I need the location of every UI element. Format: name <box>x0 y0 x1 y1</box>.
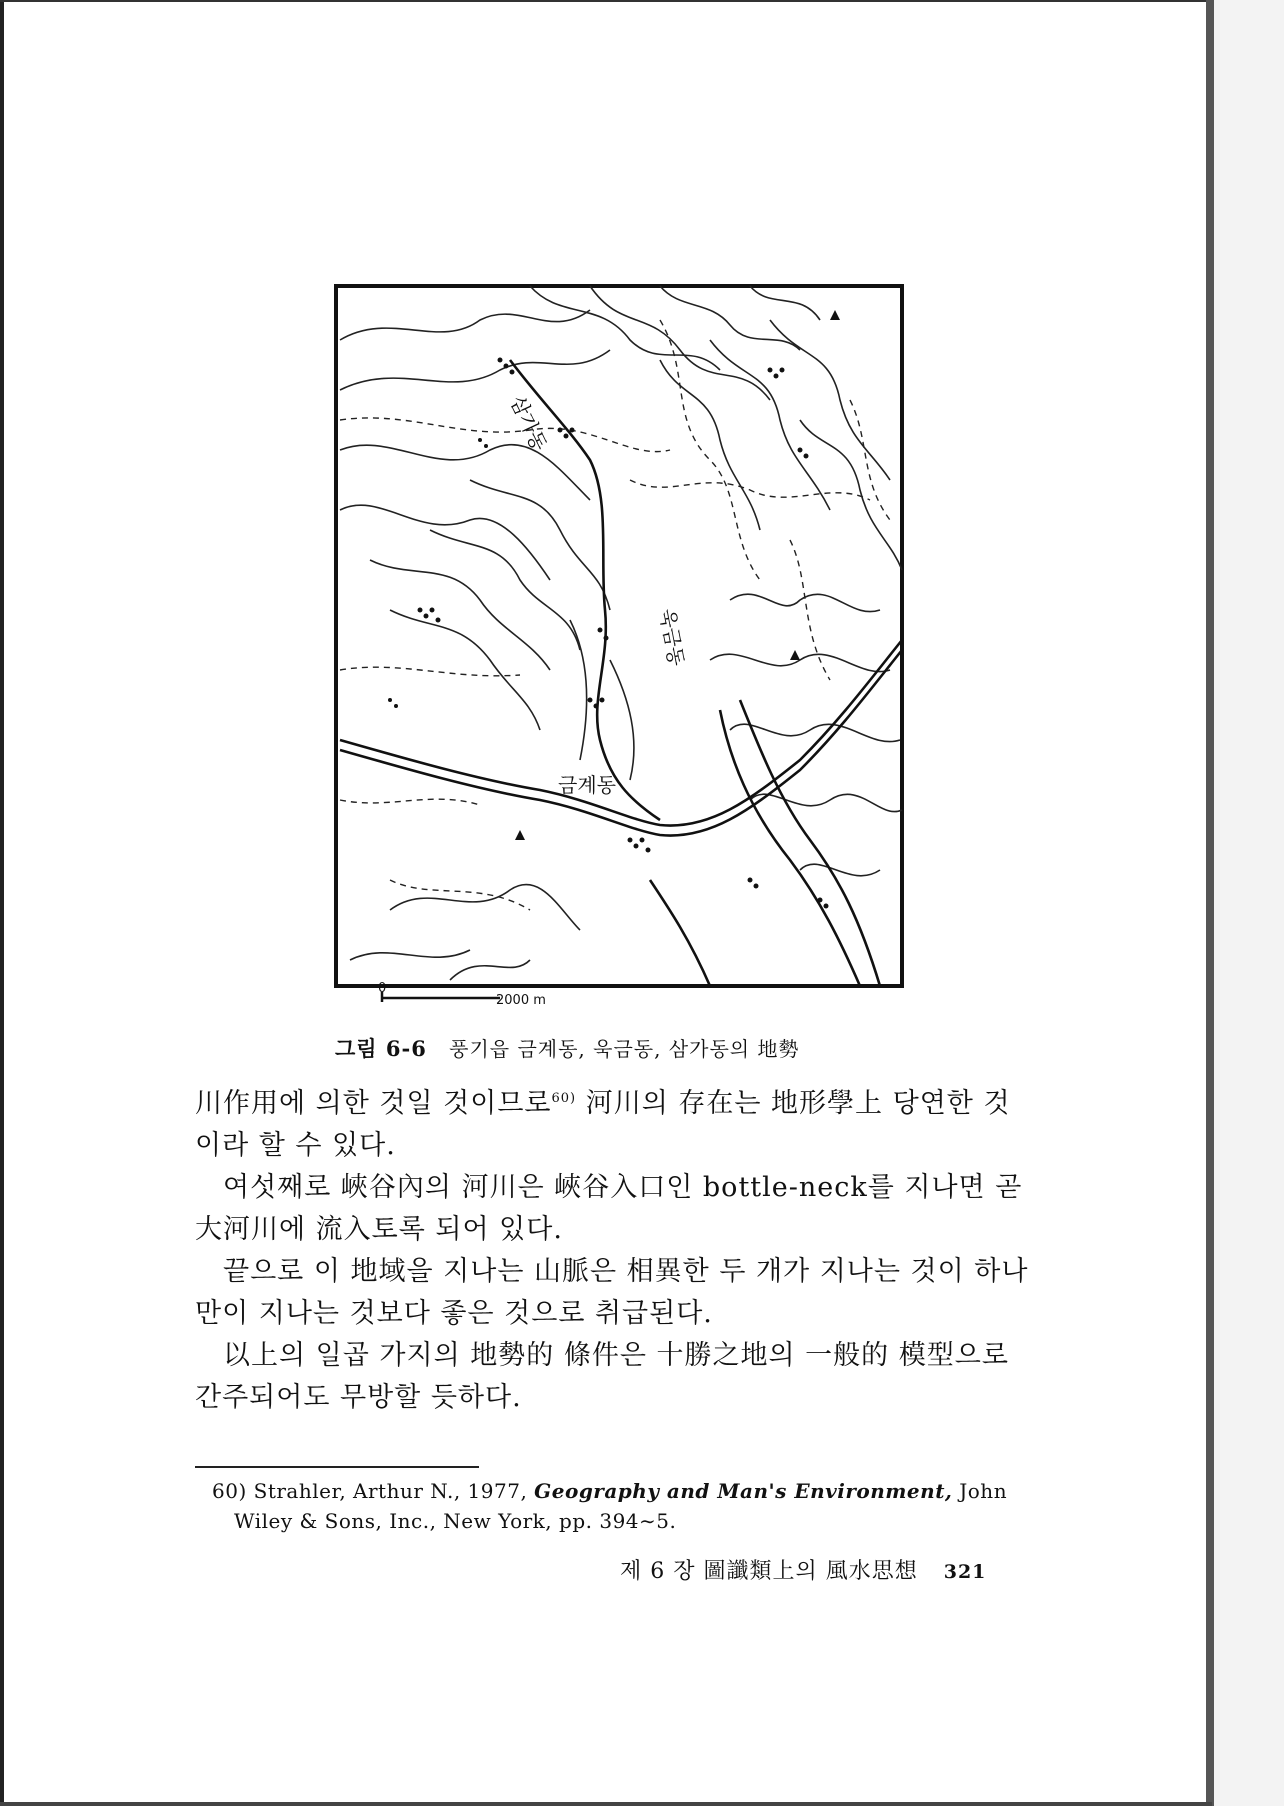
footnote-divider <box>195 1466 479 1468</box>
running-footer <box>620 1554 1040 1585</box>
page-edge-bottom <box>0 1802 1212 1806</box>
paragraph-1-part-b: 河川의 存在는 地形學上 당연한 것이라 할 수 있다. <box>195 1088 1011 1161</box>
paragraph-1 <box>195 1083 1033 1167</box>
footnote-number: 60) <box>212 1479 247 1503</box>
footnote-publisher-b: Wiley & Sons, Inc., New York, pp. 394∼5. <box>234 1509 677 1533</box>
figure-number: 그림 6-6 <box>335 1036 427 1061</box>
footnote-author: Strahler, Arthur N., 1977, <box>253 1479 528 1503</box>
map-label-samga: 삼가동 <box>505 391 552 455</box>
body-text <box>195 1083 1033 1419</box>
chapter-title: 제 6 장 圖讖類上의 風水思想 <box>620 1559 918 1584</box>
scale-start-label: 0 <box>378 981 387 996</box>
map-label-geumgye: 금계동 <box>558 773 616 797</box>
paragraph-4: 以上의 일곱 가지의 地勢的 條件은 十勝之地의 一般的 模型으로 간주되어도 무방할 듯하다. <box>195 1340 1009 1413</box>
footnote <box>212 1476 1032 1536</box>
page-edge-top <box>0 0 1212 2</box>
topographic-map-figure <box>330 280 910 1020</box>
page-edge-left <box>0 0 4 1806</box>
figure-caption <box>335 1033 915 1063</box>
scale-end-label: 2000 m <box>496 993 546 1008</box>
paragraph-1-part-a: 川作用에 의한 것일 것이므로 <box>195 1088 552 1119</box>
paragraph-2: 여섯째로 峽谷內의 河川은 峽谷入口인 bottle-neck를 지나면 곧 大河川에 流入토록 되어 있다. <box>195 1172 1023 1245</box>
page-number: 321 <box>943 1561 987 1583</box>
figure-caption-text: 풍기읍 금계동, 욱금동, 삼가동의 地勢 <box>449 1037 800 1061</box>
footnote-reference: 60) <box>551 1091 577 1106</box>
page-background-shadow <box>1214 0 1284 1806</box>
page-edge-right <box>1206 0 1214 1806</box>
footnote-title: Geography and Man's Environment, <box>534 1479 953 1503</box>
map-label-ukgeum: 욱금동 <box>655 606 689 668</box>
paragraph-3: 끝으로 이 地域을 지나는 山脈은 相異한 두 개가 지나는 것이 하나만이 지나는 것보다 좋은 것으로 취급된다. <box>195 1256 1029 1329</box>
footnote-publisher-a: John <box>959 1479 1008 1503</box>
map-scale-bar <box>382 992 500 1002</box>
